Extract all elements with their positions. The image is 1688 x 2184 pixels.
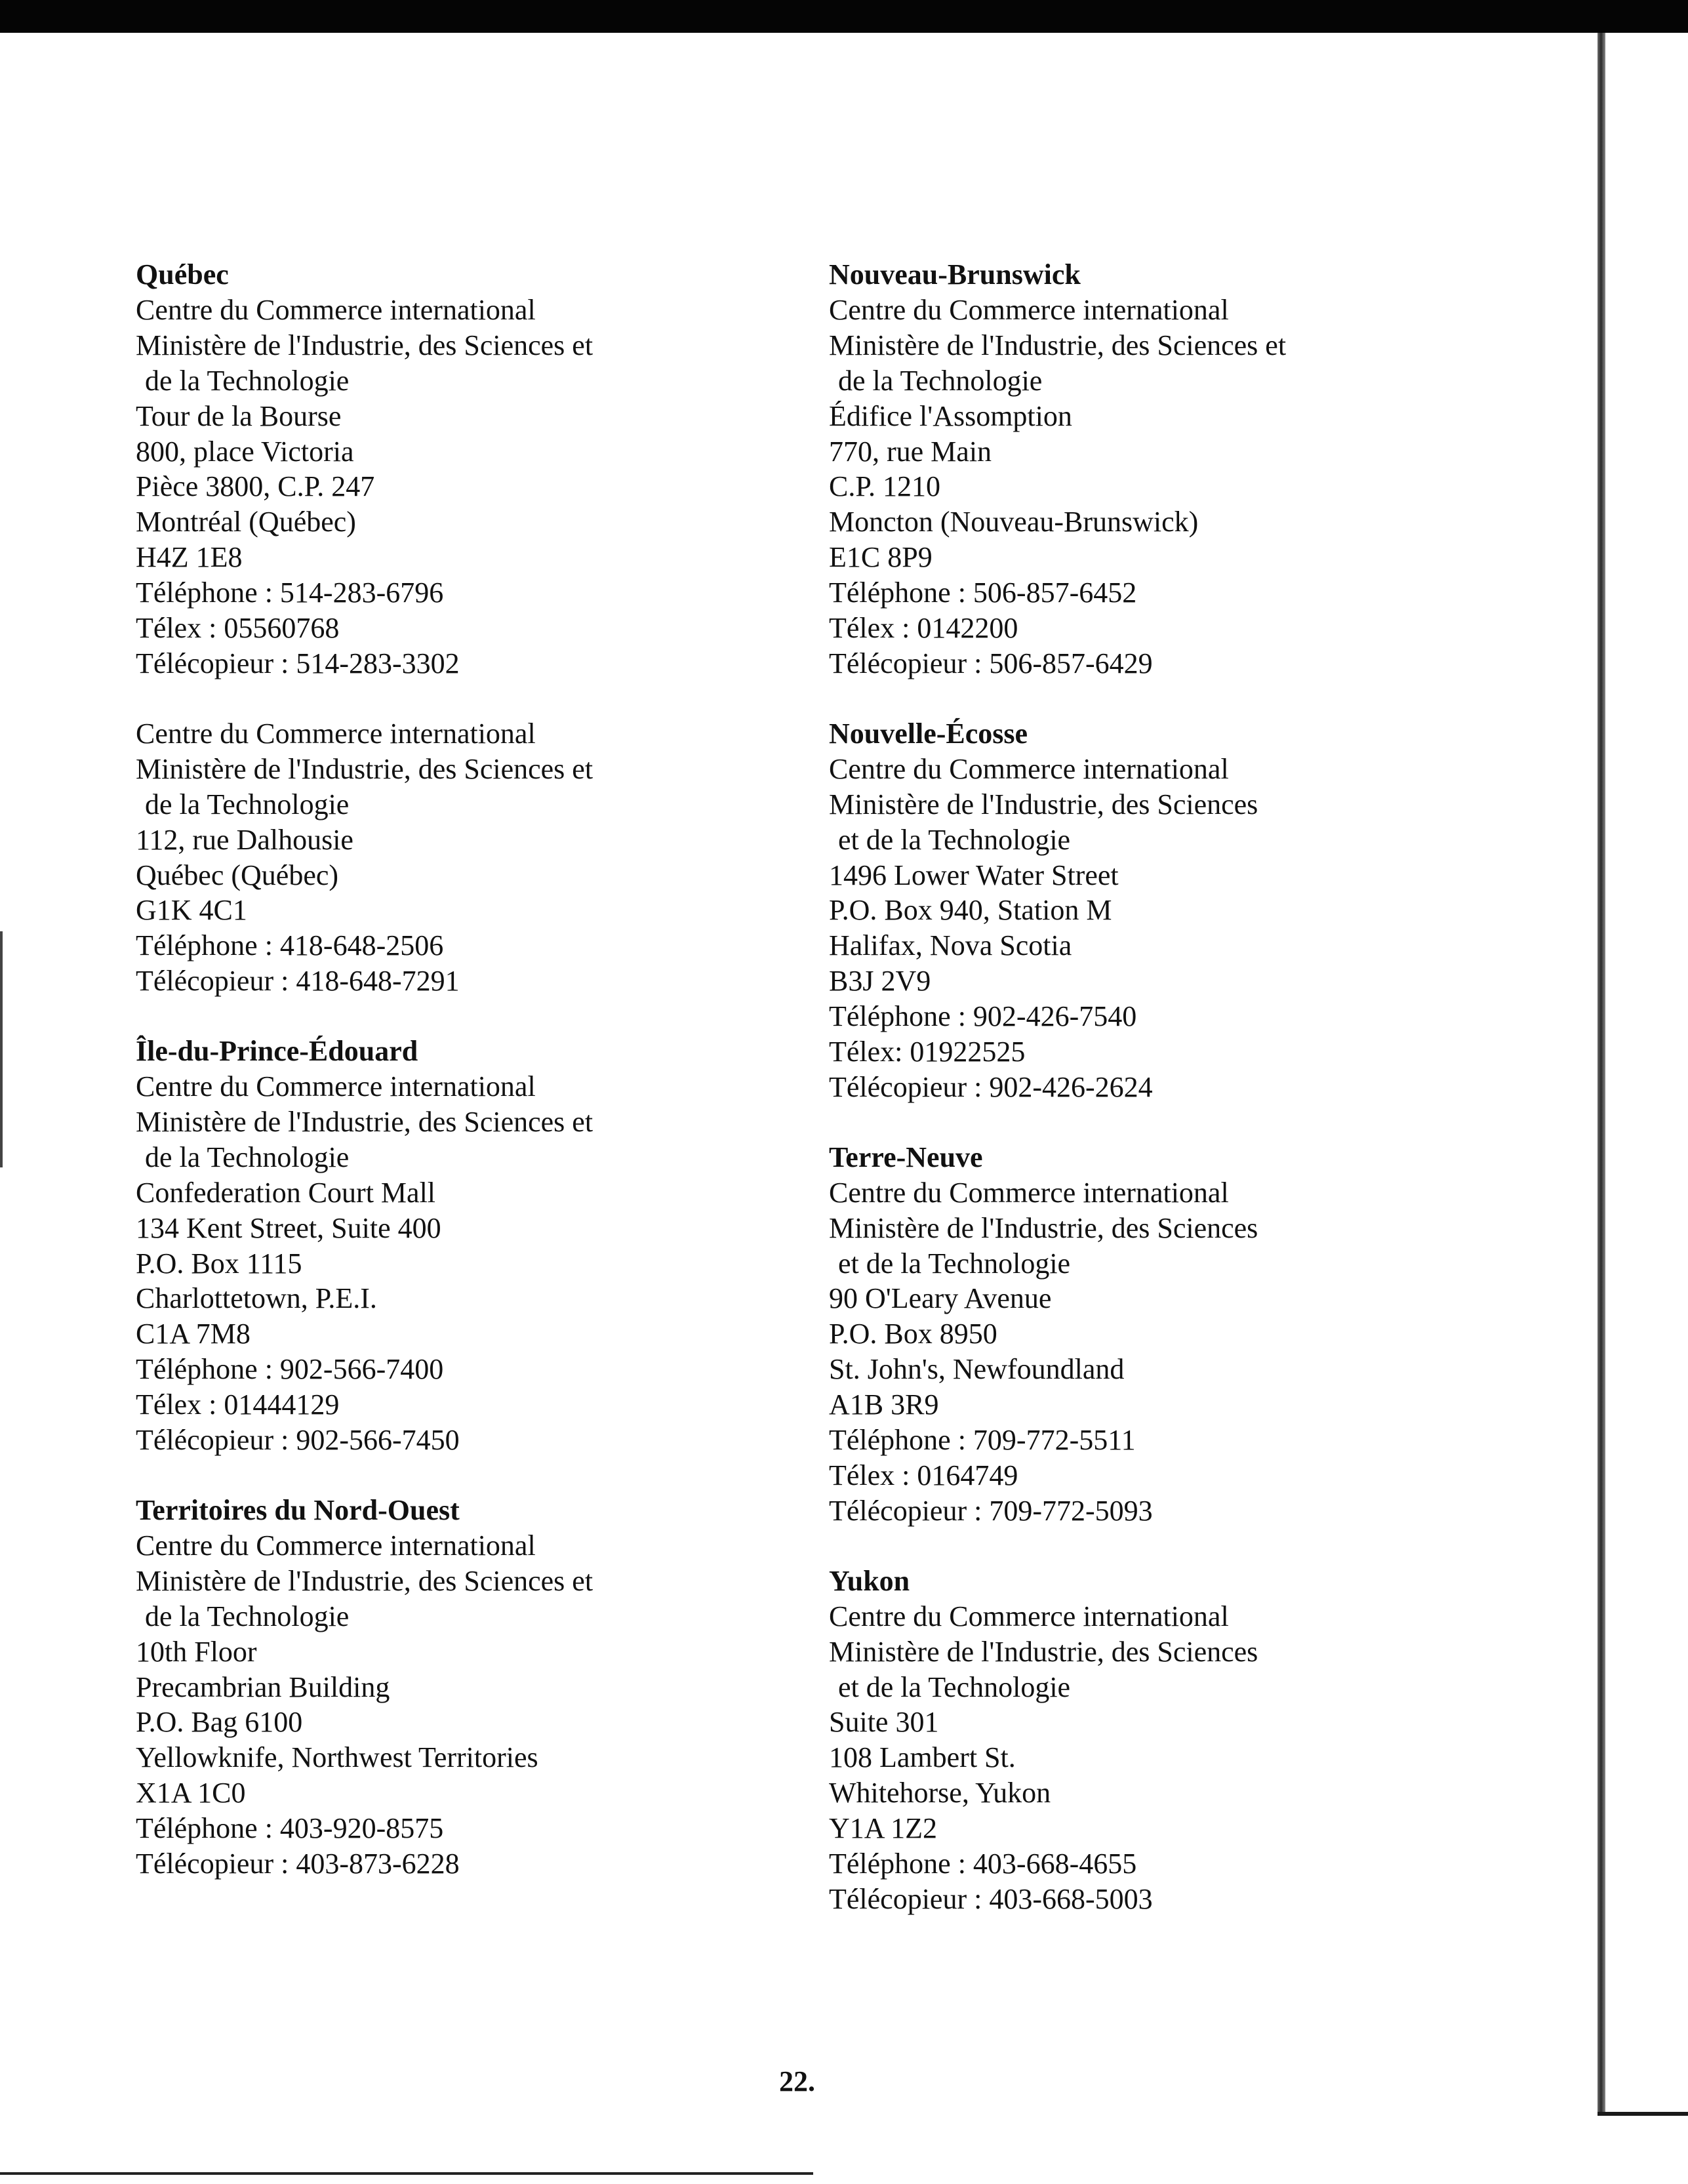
address-line: Centre du Commerce international (829, 293, 1229, 326)
address-line: Téléphone : 514-283-6796 (136, 576, 444, 609)
address-line: Centre du Commerce international (136, 717, 536, 750)
address-line: Ministère de l'Industrie, des Sciences et (136, 752, 593, 785)
address-line: et de la Technologie (838, 1670, 1071, 1703)
address-line: et de la Technologie (838, 1247, 1071, 1280)
address-line: Télécopieur : 514-283-3302 (136, 647, 460, 679)
address-line: et de la Technologie (838, 823, 1071, 856)
right-address-column (829, 257, 1524, 1952)
address-line: 90 O'Leary Avenue (829, 1282, 1052, 1315)
address-line: Centre du Commerce international (136, 293, 536, 326)
address-line: Yellowknife, Northwest Territories (136, 1741, 538, 1774)
address-line: Ministère de l'Industrie, des Sciences (829, 1635, 1258, 1668)
address-block-territoires-du-nord-ouest (136, 1493, 792, 1882)
address-line: Téléphone : 902-426-7540 (829, 1000, 1137, 1033)
address-line: Ministère de l'Industrie, des Sciences (829, 788, 1258, 820)
address-line: Ministère de l'Industrie, des Sciences et (136, 1564, 593, 1597)
address-line: Téléphone : 506-857-6452 (829, 576, 1137, 609)
province-heading: Yukon (829, 1564, 910, 1597)
address-line: Téléphone : 403-920-8575 (136, 1812, 444, 1845)
address-line: E1C 8P9 (829, 541, 933, 574)
province-heading: Nouvelle-Écosse (829, 717, 1028, 750)
address-line: Télex : 0142200 (829, 612, 1018, 645)
address-line: Télex: 01922525 (829, 1036, 1026, 1068)
address-line: Montréal (Québec) (136, 506, 356, 538)
address-line: Confederation Court Mall (136, 1176, 436, 1209)
address-line: Y1A 1Z2 (829, 1812, 937, 1845)
address-line: Télécopieur : 902-566-7450 (136, 1424, 460, 1457)
left-address-column (136, 257, 792, 1916)
address-line: A1B 3R9 (829, 1388, 939, 1421)
address-line: Ministère de l'Industrie, des Sciences et (136, 329, 593, 361)
address-line: Tour de la Bourse (136, 399, 342, 432)
address-line: 1496 Lower Water Street (829, 859, 1119, 891)
address-line: Suite 301 (829, 1706, 939, 1739)
address-line: Pièce 3800, C.P. 247 (136, 470, 375, 503)
address-line: Télécopieur : 902-426-2624 (829, 1070, 1153, 1103)
address-line: Centre du Commerce international (829, 752, 1229, 785)
address-line: Télex : 0164749 (829, 1459, 1018, 1491)
province-heading: Territoires du Nord-Ouest (136, 1494, 460, 1526)
address-line: P.O. Box 940, Station M (829, 894, 1112, 927)
address-line: P.O. Box 1115 (136, 1247, 302, 1280)
address-line: Centre du Commerce international (136, 1070, 536, 1103)
address-line: de la Technologie (145, 788, 350, 820)
province-heading: Québec (136, 258, 229, 291)
address-line: Télex : 05560768 (136, 612, 340, 645)
address-block-nouveau-brunswick (829, 257, 1524, 681)
address-line: de la Technologie (145, 364, 350, 397)
address-line: Centre du Commerce international (136, 1529, 536, 1562)
address-line: C1A 7M8 (136, 1318, 251, 1350)
province-heading: Nouveau-Brunswick (829, 258, 1081, 291)
address-block-terre-neuve (829, 1140, 1524, 1529)
address-line: de la Technologie (145, 1600, 350, 1632)
address-line: Télécopieur : 403-668-5003 (829, 1882, 1153, 1915)
address-line: Édifice l'Assomption (829, 399, 1072, 432)
address-line: H4Z 1E8 (136, 541, 243, 574)
address-line: X1A 1C0 (136, 1777, 246, 1810)
address-block-yukon (829, 1564, 1524, 1917)
address-line: Québec (Québec) (136, 859, 339, 891)
address-line: Moncton (Nouveau-Brunswick) (829, 506, 1199, 538)
address-line: de la Technologie (145, 1141, 350, 1173)
scan-right-binding-edge (1598, 33, 1605, 2112)
address-line: de la Technologie (838, 364, 1043, 397)
address-line: Télécopieur : 418-648-7291 (136, 965, 460, 998)
address-line: Téléphone : 709-772-5511 (829, 1424, 1136, 1457)
address-line: Ministère de l'Industrie, des Sciences (829, 1211, 1258, 1244)
scan-top-border (0, 0, 1688, 33)
address-line: 770, rue Main (829, 435, 992, 468)
address-line: 134 Kent Street, Suite 400 (136, 1211, 441, 1244)
address-line: B3J 2V9 (829, 965, 931, 998)
address-line: Centre du Commerce international (829, 1600, 1229, 1632)
address-line: Télex : 01444129 (136, 1388, 340, 1421)
scan-left-edge-mark (0, 931, 3, 1167)
province-heading: Île-du-Prince-Édouard (136, 1035, 418, 1068)
address-line: G1K 4C1 (136, 894, 247, 927)
address-line: 800, place Victoria (136, 435, 354, 468)
scan-bottom-border (0, 2172, 813, 2175)
address-block-continued-1 (136, 716, 792, 999)
address-line: Télécopieur : 506-857-6429 (829, 647, 1153, 679)
address-line: 108 Lambert St. (829, 1741, 1016, 1774)
address-line: Halifax, Nova Scotia (829, 929, 1072, 962)
address-line: Ministère de l'Industrie, des Sciences et (136, 1105, 593, 1138)
address-line: 112, rue Dalhousie (136, 823, 353, 856)
address-line: Ministère de l'Industrie, des Sciences et (829, 329, 1287, 361)
address-line: Precambrian Building (136, 1670, 390, 1703)
address-block-quebec (136, 257, 792, 681)
address-line: St. John's, Newfoundland (829, 1353, 1125, 1386)
address-line: 10th Floor (136, 1635, 257, 1668)
address-line: Télécopieur : 709-772-5093 (829, 1494, 1153, 1527)
address-line: Centre du Commerce international (829, 1176, 1229, 1209)
address-line: P.O. Box 8950 (829, 1318, 997, 1350)
address-line: Télécopieur : 403-873-6228 (136, 1848, 460, 1880)
address-line: C.P. 1210 (829, 470, 940, 503)
page-number: 22. (779, 2065, 815, 2097)
address-line: Charlottetown, P.E.I. (136, 1282, 377, 1315)
address-line: P.O. Bag 6100 (136, 1706, 303, 1739)
address-line: Téléphone : 403-668-4655 (829, 1848, 1137, 1880)
address-line: Téléphone : 902-566-7400 (136, 1353, 444, 1386)
address-line: Whitehorse, Yukon (829, 1777, 1051, 1810)
province-heading: Terre-Neuve (829, 1141, 983, 1173)
address-line: Téléphone : 418-648-2506 (136, 929, 444, 962)
scan-right-bottom-edge (1598, 2112, 1688, 2116)
address-block-ile-du-prince-edouard (136, 1034, 792, 1458)
address-block-nouvelle-ecosse (829, 716, 1524, 1105)
